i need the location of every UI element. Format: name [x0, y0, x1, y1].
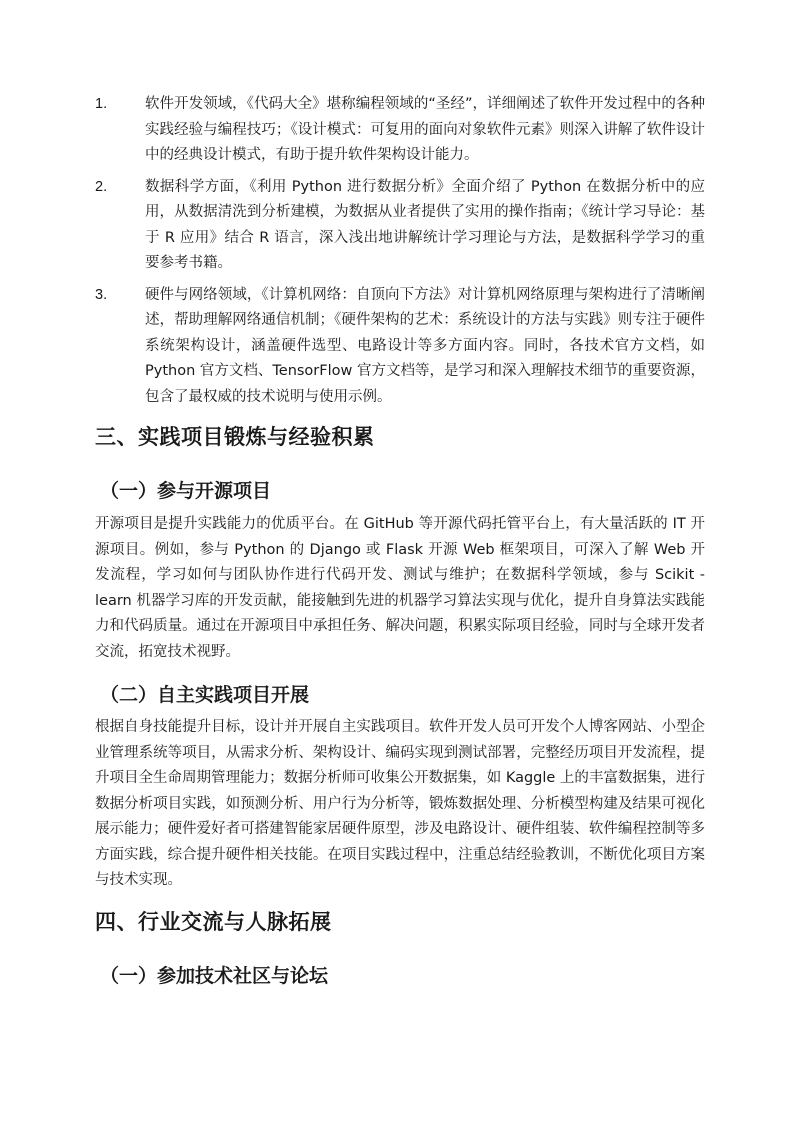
list-item — [95, 92, 705, 169]
section-4-1-heading: （一）参加技术社区与论坛 — [100, 965, 329, 987]
section-3-1-paragraph: 开源项目是提升实践能力的优质平台。在 GitHub 等开源代码托管平台上，有大量活跃的 IT 开源项目。例如，参与 Python 的 Django 或 Flask 开源 Web 框架项目，可深入了解 Web 开发流程，学习如何与团队协作进行代码开发、测试与维护；在数据科学领域，参与 Scikit - learn 机器学习库的开发贡献，能接触到先进的机器学习算法实现与优化，提升自身算法实践能力和代码质量。通过在开源项目中承担任务、解决问题，积累实际项目经验，同时与全球开发者交流，拓宽技术视野。 — [95, 516, 705, 660]
section-3-2-heading: （二）自主实践项目开展 — [100, 684, 310, 706]
list-item-text: 软件开发领域，《代码大全》堪称编程领域的“圣经”，详细阐述了软件开发过程中的各种实践经验与编程技巧；《设计模式：可复用的面向对象软件元素》则深入讲解了软件设计中的经典设计模式，有助于提升软件架构设计能力。 — [145, 96, 705, 163]
list-item-text: 硬件与网络领域，《计算机网络：自顶向下方法》对计算机网络原理与架构进行了清晰阐述，帮助理解网络通信机制；《硬件架构的艺术：系统设计的方法与实践》则专注于硬件系统架构设计，涵盖硬件选型、电路设计等多方面内容。同时，各技术官方文档，如 Python 官方文档、TensorFlow 官方文档等，是学习和深入理解技术细节的重要资源，包含了最权威的技术说明与使用示例。 — [145, 286, 705, 405]
list-item-number: 2. — [95, 178, 108, 195]
list-item-number: 3. — [95, 286, 108, 303]
list-item-number: 1. — [95, 96, 108, 112]
section-3-heading: 三、实践项目锻炼与经验积累 — [95, 425, 375, 449]
list-item — [95, 175, 705, 277]
reference-list — [95, 92, 705, 416]
section-4-heading: 四、行业交流与人脉拓展 — [95, 910, 332, 934]
list-item — [95, 283, 705, 411]
list-item-text: 数据科学方面，《利用 Python 进行数据分析》全面介绍了 Python 在数据分析中的应用，从数据清洗到分析建模，为数据从业者提供了实用的操作指南；《统计学习导论：基于 R 应用》结合 R 语言，深入浅出地讲解统计学习理论与方法，是数据科学学习的重要参考书籍。 — [145, 178, 705, 271]
section-3-2-paragraph: 根据自身技能提升目标，设计并开展自主实践项目。软件开发人员可开发个人博客网站、小型企业管理系统等项目，从需求分析、架构设计、编码实现到测试部署，完整经历项目开发流程，提升项目全生命周期管理能力；数据分析师可收集公开数据集，如 Kaggle 上的丰富数据集，进行数据分析项目实践，如预测分析、用户行为分析等，锻炼数据处理、分析模型构建及结果可视化展示能力；硬件爱好者可搭建智能家居硬件原型，涉及电路设计、硬件组装、软件编程控制等多方面实践，综合提升硬件相关技能。在项目实践过程中，注重总结经验教训，不断优化项目方案与技术实现。 — [95, 719, 705, 888]
section-3-1-heading: （一）参与开源项目 — [100, 480, 272, 502]
